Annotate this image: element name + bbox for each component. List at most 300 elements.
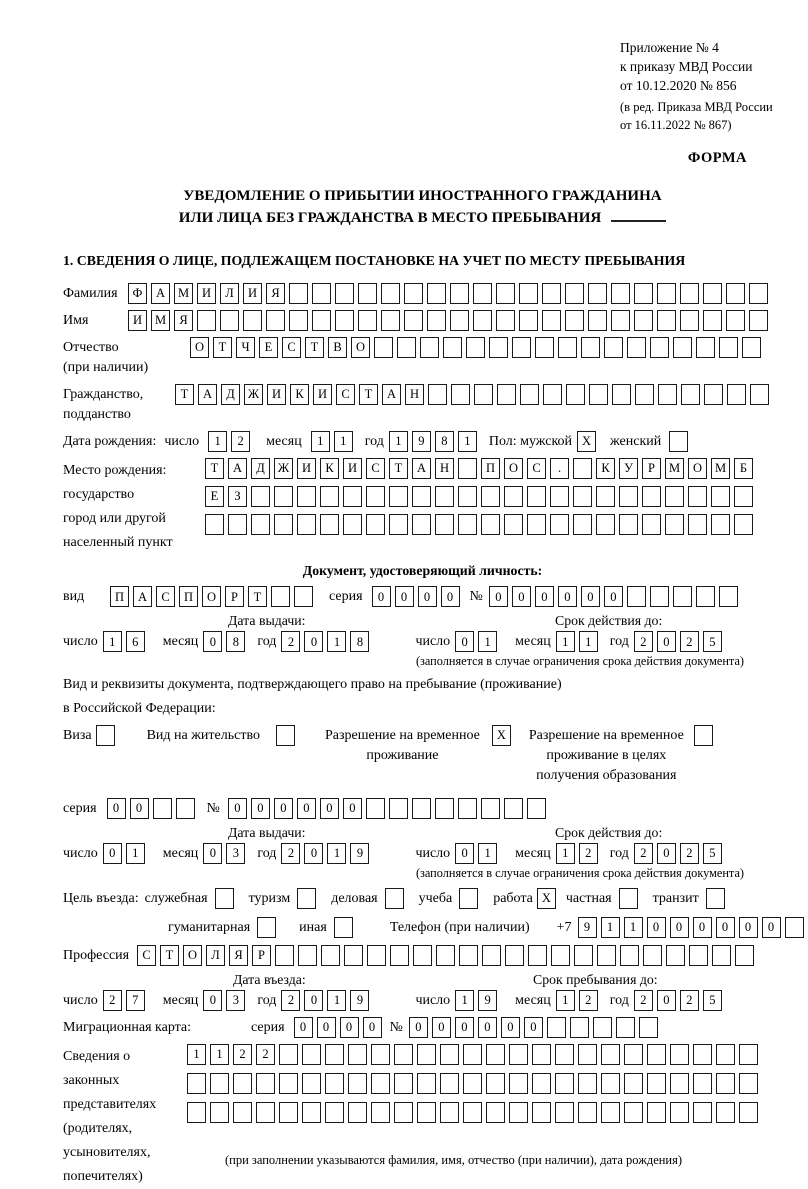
char-cell[interactable]	[243, 310, 262, 331]
char-cell[interactable]	[440, 1073, 459, 1094]
char-cell[interactable]	[532, 1073, 551, 1094]
char-cell[interactable]	[496, 310, 515, 331]
char-cell[interactable]	[302, 1044, 321, 1065]
char-cell[interactable]	[321, 945, 340, 966]
char-cell[interactable]: 1	[311, 431, 330, 452]
char-cell[interactable]: Ч	[236, 337, 255, 358]
char-cell[interactable]: 0	[455, 631, 474, 652]
char-cell[interactable]	[96, 725, 115, 746]
char-cell[interactable]: 0	[107, 798, 126, 819]
char-cell[interactable]	[696, 337, 715, 358]
char-cell[interactable]	[643, 945, 662, 966]
char-cell[interactable]: Т	[359, 384, 378, 405]
char-cell[interactable]: 1	[126, 843, 145, 864]
char-cell[interactable]	[749, 310, 768, 331]
char-cell[interactable]: 2	[579, 843, 598, 864]
char-cell[interactable]	[742, 337, 761, 358]
char-cell[interactable]	[371, 1073, 390, 1094]
char-cell[interactable]	[611, 283, 630, 304]
char-cell[interactable]	[573, 458, 592, 479]
char-cell[interactable]	[274, 486, 293, 507]
char-cell[interactable]: Я	[174, 310, 193, 331]
char-cell[interactable]: И	[267, 384, 286, 405]
char-cell[interactable]: 1	[389, 431, 408, 452]
char-cell[interactable]: 2	[680, 990, 699, 1011]
char-cell[interactable]	[620, 945, 639, 966]
char-cell[interactable]	[596, 514, 615, 535]
char-cell[interactable]	[593, 1017, 612, 1038]
char-cell[interactable]	[558, 337, 577, 358]
char-cell[interactable]	[785, 917, 804, 938]
char-cell[interactable]: Б	[734, 458, 753, 479]
char-cell[interactable]	[257, 917, 276, 938]
char-cell[interactable]	[673, 337, 692, 358]
char-cell[interactable]	[294, 586, 313, 607]
char-cell[interactable]: И	[313, 384, 332, 405]
char-cell[interactable]: 0	[274, 798, 293, 819]
char-cell[interactable]	[589, 384, 608, 405]
char-cell[interactable]: 2	[579, 990, 598, 1011]
char-cell[interactable]	[289, 310, 308, 331]
char-cell[interactable]: В	[328, 337, 347, 358]
char-cell[interactable]	[650, 586, 669, 607]
char-cell[interactable]	[427, 310, 446, 331]
char-cell[interactable]	[597, 945, 616, 966]
char-cell[interactable]	[312, 283, 331, 304]
char-cell[interactable]	[619, 514, 638, 535]
char-cell[interactable]: 2	[634, 631, 653, 652]
char-cell[interactable]: 1	[187, 1044, 206, 1065]
char-cell[interactable]: Ж	[244, 384, 263, 405]
char-cell[interactable]: 0	[657, 631, 676, 652]
char-cell[interactable]: 0	[363, 1017, 382, 1038]
char-cell[interactable]: О	[183, 945, 202, 966]
char-cell[interactable]	[435, 514, 454, 535]
char-cell[interactable]	[642, 486, 661, 507]
char-cell[interactable]	[601, 1102, 620, 1123]
char-cell[interactable]: 0	[343, 798, 362, 819]
char-cell[interactable]: Т	[305, 337, 324, 358]
char-cell[interactable]: 8	[226, 631, 245, 652]
char-cell[interactable]	[680, 283, 699, 304]
char-cell[interactable]	[673, 586, 692, 607]
char-cell[interactable]: Р	[225, 586, 244, 607]
char-cell[interactable]: 0	[441, 586, 460, 607]
char-cell[interactable]	[233, 1073, 252, 1094]
char-cell[interactable]	[689, 945, 708, 966]
char-cell[interactable]: 2	[103, 990, 122, 1011]
char-cell[interactable]	[670, 1102, 689, 1123]
char-cell[interactable]	[404, 310, 423, 331]
char-cell[interactable]: 9	[578, 917, 597, 938]
char-cell[interactable]	[325, 1044, 344, 1065]
char-cell[interactable]: 0	[455, 1017, 474, 1038]
char-cell[interactable]	[716, 1102, 735, 1123]
char-cell[interactable]	[187, 1073, 206, 1094]
char-cell[interactable]	[527, 486, 546, 507]
char-cell[interactable]	[578, 1044, 597, 1065]
char-cell[interactable]: Т	[160, 945, 179, 966]
char-cell[interactable]	[210, 1073, 229, 1094]
char-cell[interactable]	[604, 337, 623, 358]
char-cell[interactable]	[256, 1102, 275, 1123]
char-cell[interactable]	[440, 1102, 459, 1123]
char-cell[interactable]	[325, 1073, 344, 1094]
char-cell[interactable]	[573, 486, 592, 507]
char-cell[interactable]: 5	[703, 990, 722, 1011]
char-cell[interactable]: М	[665, 458, 684, 479]
char-cell[interactable]	[271, 586, 290, 607]
char-cell[interactable]	[550, 514, 569, 535]
char-cell[interactable]: 0	[304, 843, 323, 864]
char-cell[interactable]	[366, 798, 385, 819]
char-cell[interactable]	[473, 283, 492, 304]
char-cell[interactable]: А	[382, 384, 401, 405]
char-cell[interactable]	[527, 798, 546, 819]
char-cell[interactable]	[343, 486, 362, 507]
char-cell[interactable]	[427, 283, 446, 304]
char-cell[interactable]: 2	[634, 990, 653, 1011]
char-cell[interactable]: 6	[126, 631, 145, 652]
char-cell[interactable]	[734, 514, 753, 535]
char-cell[interactable]: Д	[221, 384, 240, 405]
char-cell[interactable]: 0	[512, 586, 531, 607]
char-cell[interactable]	[657, 310, 676, 331]
char-cell[interactable]	[574, 945, 593, 966]
char-cell[interactable]: 2	[281, 843, 300, 864]
char-cell[interactable]: Я	[266, 283, 285, 304]
char-cell[interactable]	[220, 310, 239, 331]
char-cell[interactable]: 1	[327, 990, 346, 1011]
char-cell[interactable]	[279, 1073, 298, 1094]
char-cell[interactable]: Т	[175, 384, 194, 405]
char-cell[interactable]	[519, 283, 538, 304]
char-cell[interactable]	[670, 1044, 689, 1065]
char-cell[interactable]	[504, 486, 523, 507]
char-cell[interactable]: А	[151, 283, 170, 304]
char-cell[interactable]: 2	[281, 990, 300, 1011]
char-cell[interactable]	[390, 945, 409, 966]
char-cell[interactable]: И	[128, 310, 147, 331]
char-cell[interactable]	[473, 310, 492, 331]
char-cell[interactable]: 9	[350, 843, 369, 864]
char-cell[interactable]	[616, 1017, 635, 1038]
char-cell[interactable]: 1	[103, 631, 122, 652]
char-cell[interactable]	[496, 283, 515, 304]
char-cell[interactable]: 0	[340, 1017, 359, 1038]
char-cell[interactable]: Ж	[274, 458, 293, 479]
char-cell[interactable]	[688, 486, 707, 507]
char-cell[interactable]	[547, 1017, 566, 1038]
char-cell[interactable]	[463, 1073, 482, 1094]
char-cell[interactable]	[688, 514, 707, 535]
char-cell[interactable]: Т	[248, 586, 267, 607]
char-cell[interactable]: 1	[478, 631, 497, 652]
char-cell[interactable]: 9	[412, 431, 431, 452]
char-cell[interactable]	[704, 384, 723, 405]
char-cell[interactable]: 0	[395, 586, 414, 607]
char-cell[interactable]: 0	[581, 586, 600, 607]
char-cell[interactable]	[642, 514, 661, 535]
char-cell[interactable]: Ф	[128, 283, 147, 304]
char-cell[interactable]	[750, 384, 769, 405]
char-cell[interactable]	[635, 384, 654, 405]
char-cell[interactable]	[542, 310, 561, 331]
char-cell[interactable]	[297, 514, 316, 535]
char-cell[interactable]: 0	[418, 586, 437, 607]
char-cell[interactable]	[436, 945, 455, 966]
char-cell[interactable]	[555, 1044, 574, 1065]
char-cell[interactable]: Т	[389, 458, 408, 479]
char-cell[interactable]	[509, 1044, 528, 1065]
char-cell[interactable]: 0	[103, 843, 122, 864]
char-cell[interactable]	[727, 384, 746, 405]
char-cell[interactable]: 2	[680, 843, 699, 864]
char-cell[interactable]	[176, 798, 195, 819]
char-cell[interactable]	[532, 1102, 551, 1123]
char-cell[interactable]: П	[481, 458, 500, 479]
char-cell[interactable]	[647, 1073, 666, 1094]
char-cell[interactable]: П	[110, 586, 129, 607]
char-cell[interactable]: М	[151, 310, 170, 331]
char-cell[interactable]: Р	[252, 945, 271, 966]
char-cell[interactable]: 1	[455, 990, 474, 1011]
char-cell[interactable]	[739, 1044, 758, 1065]
char-cell[interactable]	[532, 1044, 551, 1065]
char-cell[interactable]: У	[619, 458, 638, 479]
char-cell[interactable]: 1	[556, 631, 575, 652]
char-cell[interactable]: X	[537, 888, 556, 909]
char-cell[interactable]: И	[297, 458, 316, 479]
char-cell[interactable]	[497, 384, 516, 405]
char-cell[interactable]	[228, 514, 247, 535]
char-cell[interactable]	[528, 945, 547, 966]
char-cell[interactable]	[581, 337, 600, 358]
char-cell[interactable]	[681, 384, 700, 405]
char-cell[interactable]	[578, 1073, 597, 1094]
char-cell[interactable]	[739, 1073, 758, 1094]
char-cell[interactable]: С	[282, 337, 301, 358]
char-cell[interactable]	[711, 514, 730, 535]
char-cell[interactable]: Я	[229, 945, 248, 966]
char-cell[interactable]: 2	[233, 1044, 252, 1065]
char-cell[interactable]	[703, 283, 722, 304]
char-cell[interactable]: 7	[126, 990, 145, 1011]
char-cell[interactable]	[703, 310, 722, 331]
char-cell[interactable]: 0	[693, 917, 712, 938]
char-cell[interactable]	[397, 337, 416, 358]
char-cell[interactable]	[348, 1073, 367, 1094]
char-cell[interactable]	[657, 283, 676, 304]
char-cell[interactable]: Л	[220, 283, 239, 304]
char-cell[interactable]	[570, 1017, 589, 1038]
char-cell[interactable]: Е	[205, 486, 224, 507]
char-cell[interactable]: А	[198, 384, 217, 405]
char-cell[interactable]	[417, 1044, 436, 1065]
char-cell[interactable]	[343, 514, 362, 535]
char-cell[interactable]: 1	[556, 990, 575, 1011]
char-cell[interactable]: 0	[657, 843, 676, 864]
char-cell[interactable]	[358, 310, 377, 331]
char-cell[interactable]	[696, 586, 715, 607]
char-cell[interactable]	[413, 945, 432, 966]
char-cell[interactable]: А	[412, 458, 431, 479]
char-cell[interactable]: И	[243, 283, 262, 304]
char-cell[interactable]	[719, 586, 738, 607]
char-cell[interactable]: 0	[372, 586, 391, 607]
char-cell[interactable]	[596, 486, 615, 507]
char-cell[interactable]	[404, 283, 423, 304]
char-cell[interactable]: Т	[205, 458, 224, 479]
char-cell[interactable]	[394, 1044, 413, 1065]
char-cell[interactable]	[639, 1017, 658, 1038]
char-cell[interactable]	[428, 384, 447, 405]
char-cell[interactable]	[412, 798, 431, 819]
char-cell[interactable]	[693, 1073, 712, 1094]
char-cell[interactable]: 0	[501, 1017, 520, 1038]
char-cell[interactable]	[412, 514, 431, 535]
char-cell[interactable]	[275, 945, 294, 966]
char-cell[interactable]	[739, 1102, 758, 1123]
char-cell[interactable]: 0	[716, 917, 735, 938]
char-cell[interactable]	[619, 486, 638, 507]
char-cell[interactable]: С	[366, 458, 385, 479]
char-cell[interactable]: С	[137, 945, 156, 966]
char-cell[interactable]	[650, 337, 669, 358]
char-cell[interactable]	[274, 514, 293, 535]
char-cell[interactable]: 0	[489, 586, 508, 607]
char-cell[interactable]	[647, 1102, 666, 1123]
char-cell[interactable]: 2	[256, 1044, 275, 1065]
char-cell[interactable]	[624, 1102, 643, 1123]
char-cell[interactable]	[627, 586, 646, 607]
char-cell[interactable]	[726, 310, 745, 331]
char-cell[interactable]	[634, 310, 653, 331]
char-cell[interactable]	[486, 1102, 505, 1123]
char-cell[interactable]: 0	[130, 798, 149, 819]
char-cell[interactable]: П	[179, 586, 198, 607]
char-cell[interactable]	[463, 1044, 482, 1065]
char-cell[interactable]	[251, 514, 270, 535]
char-cell[interactable]	[749, 283, 768, 304]
char-cell[interactable]	[233, 1102, 252, 1123]
char-cell[interactable]	[535, 337, 554, 358]
char-cell[interactable]: 0	[762, 917, 781, 938]
char-cell[interactable]: А	[228, 458, 247, 479]
char-cell[interactable]	[458, 798, 477, 819]
char-cell[interactable]: М	[174, 283, 193, 304]
char-cell[interactable]: 1	[327, 843, 346, 864]
char-cell[interactable]	[624, 1044, 643, 1065]
char-cell[interactable]: 1	[210, 1044, 229, 1065]
char-cell[interactable]: С	[336, 384, 355, 405]
char-cell[interactable]	[251, 486, 270, 507]
char-cell[interactable]	[450, 310, 469, 331]
char-cell[interactable]: 8	[350, 631, 369, 652]
char-cell[interactable]	[297, 888, 316, 909]
char-cell[interactable]: 0	[647, 917, 666, 938]
char-cell[interactable]	[670, 1073, 689, 1094]
char-cell[interactable]: X	[577, 431, 596, 452]
char-cell[interactable]	[505, 945, 524, 966]
char-cell[interactable]: Р	[642, 458, 661, 479]
char-cell[interactable]: X	[492, 725, 511, 746]
char-cell[interactable]	[680, 310, 699, 331]
char-cell[interactable]: 2	[231, 431, 250, 452]
char-cell[interactable]	[509, 1073, 528, 1094]
char-cell[interactable]	[440, 1044, 459, 1065]
char-cell[interactable]	[348, 1102, 367, 1123]
char-cell[interactable]: 0	[604, 586, 623, 607]
char-cell[interactable]	[417, 1102, 436, 1123]
char-cell[interactable]: 0	[739, 917, 758, 938]
char-cell[interactable]: 1	[327, 631, 346, 652]
char-cell[interactable]: Е	[259, 337, 278, 358]
char-cell[interactable]: Н	[435, 458, 454, 479]
char-cell[interactable]	[197, 310, 216, 331]
char-cell[interactable]	[588, 283, 607, 304]
char-cell[interactable]: З	[228, 486, 247, 507]
char-cell[interactable]	[256, 1073, 275, 1094]
char-cell[interactable]: 2	[634, 843, 653, 864]
char-cell[interactable]: 0	[524, 1017, 543, 1038]
char-cell[interactable]	[420, 337, 439, 358]
char-cell[interactable]	[334, 917, 353, 938]
char-cell[interactable]	[320, 514, 339, 535]
char-cell[interactable]	[371, 1044, 390, 1065]
char-cell[interactable]: О	[190, 337, 209, 358]
char-cell[interactable]	[458, 486, 477, 507]
char-cell[interactable]: .	[550, 458, 569, 479]
char-cell[interactable]	[611, 310, 630, 331]
char-cell[interactable]	[481, 486, 500, 507]
char-cell[interactable]	[693, 1102, 712, 1123]
char-cell[interactable]	[550, 486, 569, 507]
char-cell[interactable]	[735, 945, 754, 966]
char-cell[interactable]	[312, 310, 331, 331]
char-cell[interactable]	[669, 431, 688, 452]
char-cell[interactable]	[458, 458, 477, 479]
char-cell[interactable]: О	[202, 586, 221, 607]
char-cell[interactable]: 0	[478, 1017, 497, 1038]
char-cell[interactable]: 0	[203, 990, 222, 1011]
char-cell[interactable]	[381, 310, 400, 331]
char-cell[interactable]	[412, 486, 431, 507]
char-cell[interactable]	[443, 337, 462, 358]
char-cell[interactable]: 0	[558, 586, 577, 607]
char-cell[interactable]: О	[351, 337, 370, 358]
char-cell[interactable]	[693, 1044, 712, 1065]
char-cell[interactable]: 0	[304, 631, 323, 652]
char-cell[interactable]: 2	[281, 631, 300, 652]
char-cell[interactable]: 5	[703, 631, 722, 652]
char-cell[interactable]	[542, 283, 561, 304]
char-cell[interactable]: И	[343, 458, 362, 479]
char-cell[interactable]	[612, 384, 631, 405]
char-cell[interactable]	[435, 798, 454, 819]
char-cell[interactable]: 2	[680, 631, 699, 652]
char-cell[interactable]: К	[290, 384, 309, 405]
char-cell[interactable]	[325, 1102, 344, 1123]
char-cell[interactable]	[266, 310, 285, 331]
char-cell[interactable]	[210, 1102, 229, 1123]
char-cell[interactable]	[634, 283, 653, 304]
char-cell[interactable]	[374, 337, 393, 358]
char-cell[interactable]: 0	[294, 1017, 313, 1038]
char-cell[interactable]	[463, 1102, 482, 1123]
char-cell[interactable]: 3	[226, 990, 245, 1011]
char-cell[interactable]	[716, 1044, 735, 1065]
